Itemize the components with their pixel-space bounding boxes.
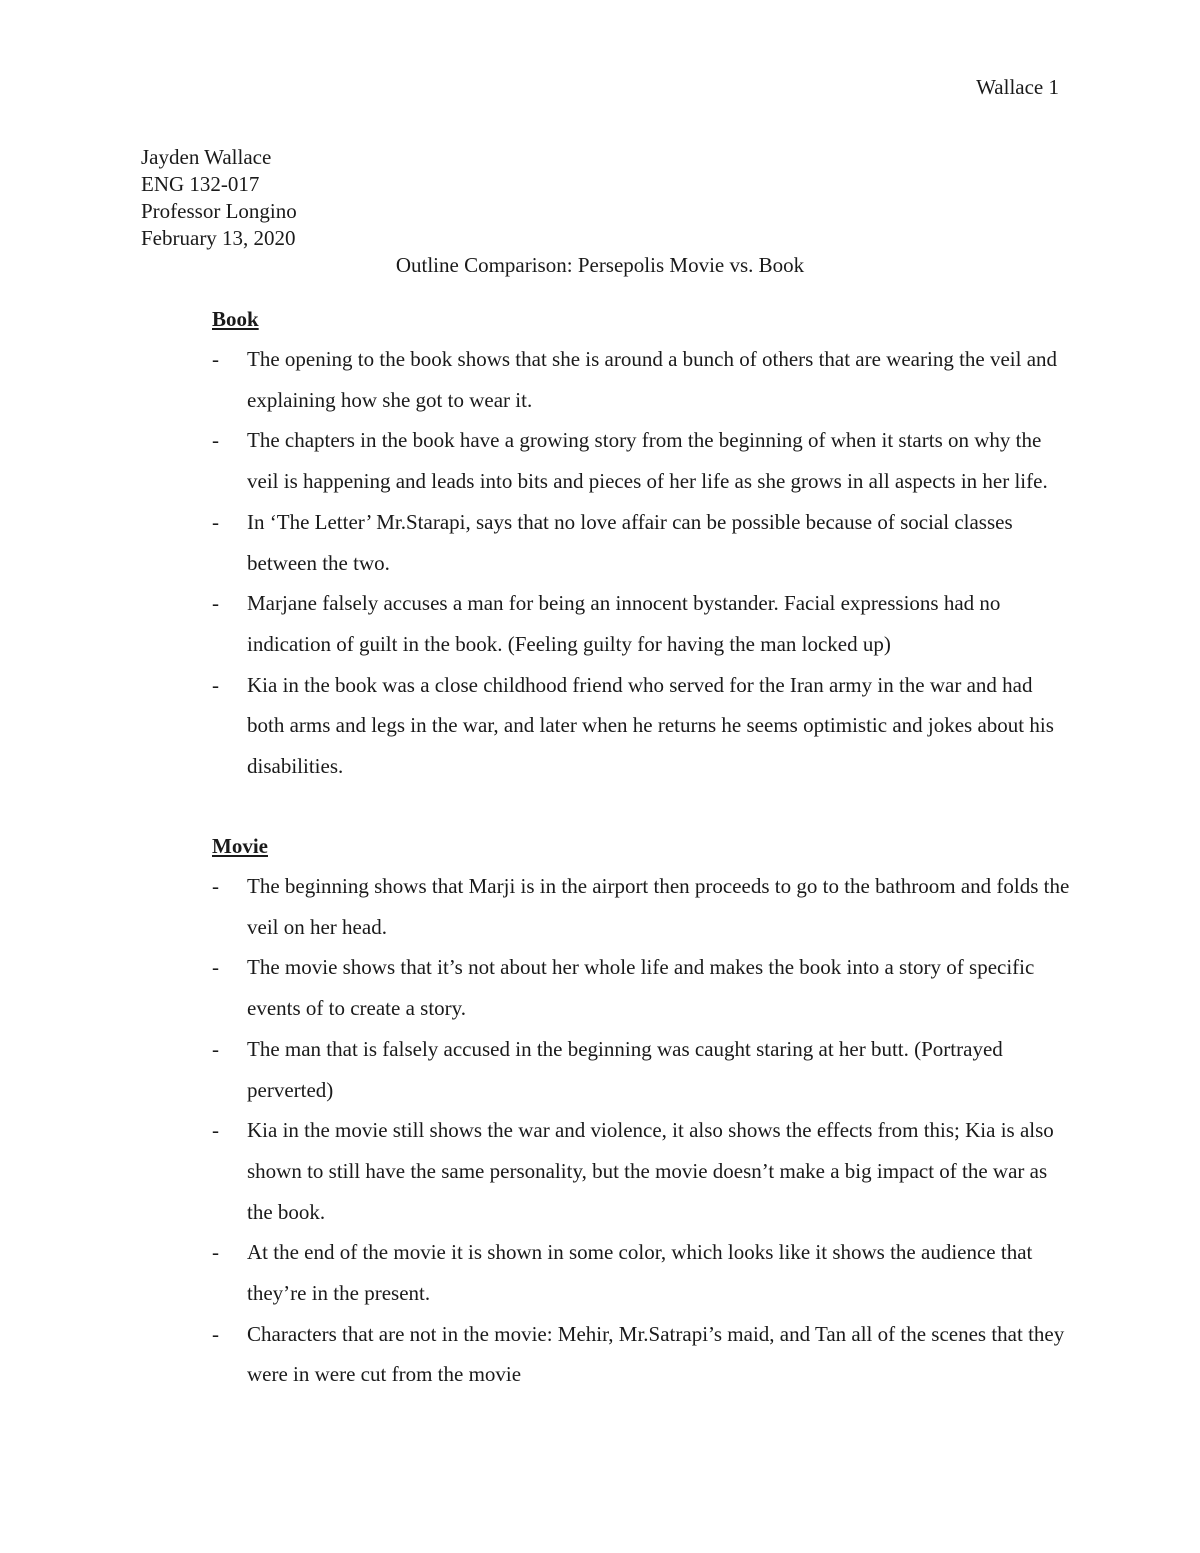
- bullet-dash: -: [212, 509, 219, 534]
- bullet-dash: -: [212, 672, 219, 697]
- book-bullet-list: [212, 339, 1072, 787]
- list-item: [212, 866, 1072, 947]
- bullet-dash: -: [212, 1118, 219, 1143]
- bullet-text: Characters that are not in the movie: Mehir, Mr.Satrapi’s maid, and Tan all of the scenes that they were in were cut from the movie: [247, 1321, 1065, 1387]
- author-name: Jayden Wallace: [141, 145, 272, 169]
- list-item: [212, 583, 1072, 664]
- bullet-text: Marjane falsely accuses a man for being an innocent bystander. Facial expressions had no indication of guilt in the book. (Feeling guilty for having the man locked up): [247, 591, 1001, 656]
- bullet-dash: -: [212, 347, 219, 371]
- bullet-dash: -: [212, 1321, 219, 1346]
- bullet-text: The beginning shows that Marji is in the airport then proceeds to go to the bathroom and folds the veil on her head.: [247, 874, 1070, 939]
- list-item: [212, 1110, 1072, 1232]
- bullet-text: The opening to the book shows that she is around a bunch of others that are wearing the veil and explaining how she got to wear it.: [247, 347, 1058, 412]
- bullet-text: The man that is falsely accused in the beginning was caught staring at her butt. (Portrayed perverted): [247, 1036, 1003, 1102]
- mla-heading: [141, 144, 297, 252]
- list-item: [212, 947, 1072, 1028]
- document-date: February 13, 2020: [141, 226, 296, 250]
- list-item: [212, 665, 1072, 787]
- page-number-header: Wallace 1: [976, 75, 1059, 99]
- list-item: [212, 1232, 1072, 1313]
- list-item: [212, 1314, 1072, 1395]
- bullet-text: In ‘The Letter’ Mr.Starapi, says that no love affair can be possible because of social classes between the two.: [247, 509, 1013, 575]
- course-code: ENG 132-017: [141, 172, 260, 196]
- bullet-text: Kia in the movie still shows the war and violence, it also shows the effects from this; Kia is also shown to still have the same personality, but the movie doesn’t make a big impact of the war as the book.: [247, 1118, 1054, 1224]
- bullet-dash: -: [212, 591, 219, 616]
- document-title: Outline Comparison: Persepolis Movie vs. Book: [395, 253, 805, 277]
- list-item: [212, 502, 1072, 583]
- professor-name: Professor Longino: [141, 199, 297, 223]
- bullet-text: Kia in the book was a close childhood friend who served for the Iran army in the war and had both arms and legs in the war, and later when he returns he seems optimistic and jokes about his disabilities.: [247, 672, 1054, 779]
- bullet-dash: -: [212, 955, 219, 980]
- bullet-text: The chapters in the book have a growing story from the beginning of when it starts on why the veil is happening and leads into bits and pieces of her life as she grows in all aspects in her life.: [247, 428, 1048, 494]
- movie-section-heading: Movie: [212, 834, 268, 858]
- bullet-dash: -: [212, 1036, 219, 1061]
- bullet-dash: -: [212, 1240, 219, 1265]
- book-section-heading: Book: [212, 307, 259, 331]
- bullet-dash: -: [212, 874, 219, 898]
- list-item: [212, 339, 1072, 420]
- bullet-text: The movie shows that it’s not about her whole life and makes the book into a story of specific events of to create a story.: [247, 955, 1035, 1021]
- bullet-text: At the end of the movie it is shown in some color, which looks like it shows the audience that they’re in the present.: [247, 1240, 1033, 1306]
- movie-bullet-list: [212, 866, 1072, 1395]
- list-item: [212, 1029, 1072, 1110]
- bullet-dash: -: [212, 428, 219, 453]
- list-item: [212, 420, 1072, 501]
